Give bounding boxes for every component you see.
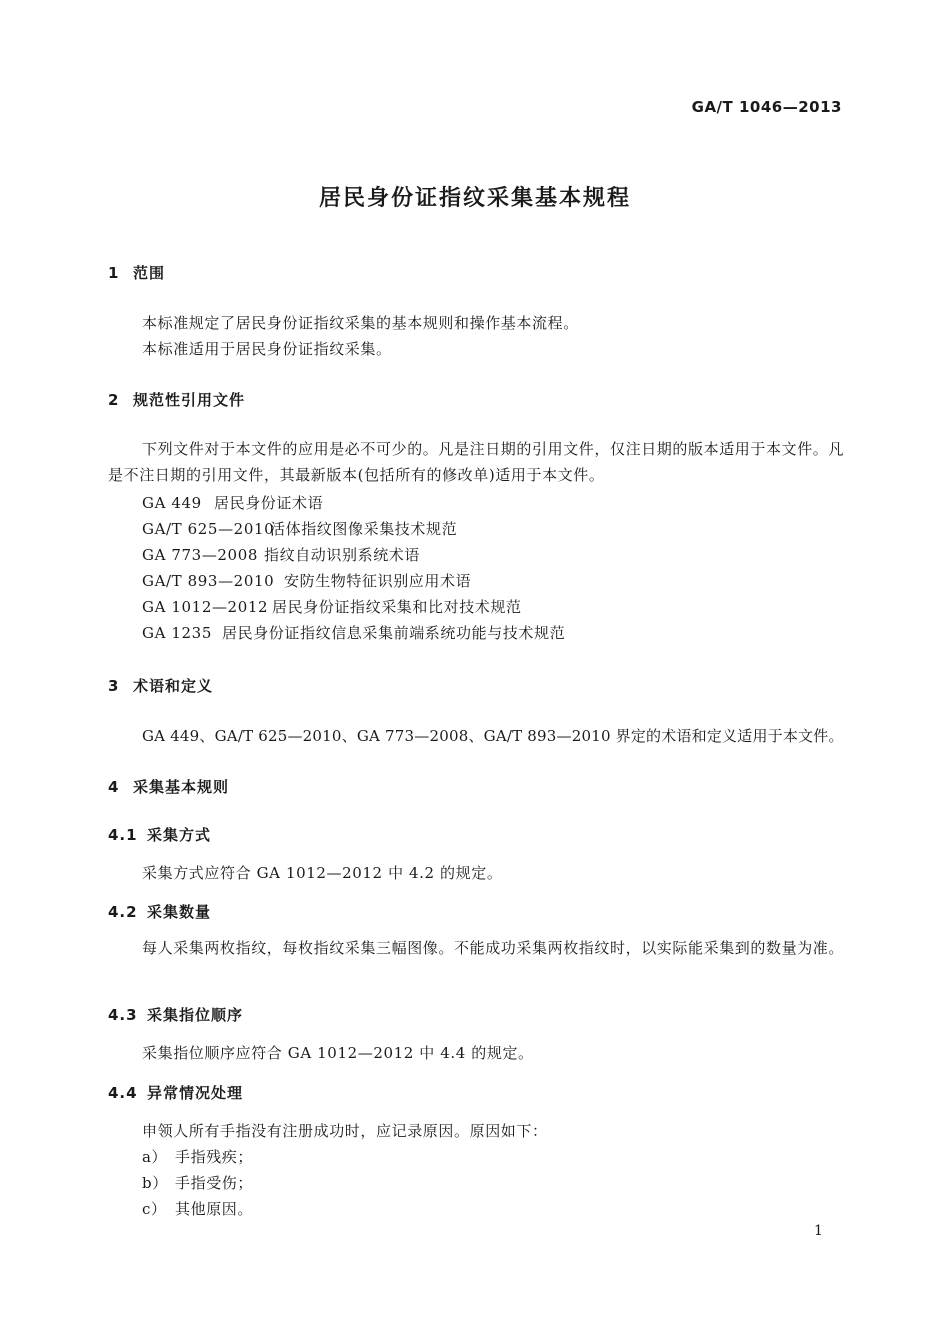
section-number: 4 bbox=[108, 778, 120, 796]
paragraph: 每人采集两枚指纹，每枚指纹采集三幅图像。不能成功采集两枚指纹时，以实际能采集到的数量为准。 bbox=[142, 939, 845, 957]
reference-item bbox=[142, 544, 420, 565]
reference-title: 活体指纹图像采集技术规范 bbox=[270, 520, 458, 538]
paragraph: 采集指位顺序应符合 GA 1012—2012 中 4.4 的规定。 bbox=[142, 1044, 534, 1062]
section-number: 3 bbox=[108, 677, 120, 695]
paragraph: GA 449、GA/T 625—2010、GA 773—2008、GA/T 893—2010 界定的术语和定义适用于本文件。 bbox=[142, 727, 844, 745]
reference-item bbox=[142, 596, 522, 617]
reference-code: GA 1235 bbox=[142, 624, 212, 642]
subsection-number: 4.2 bbox=[108, 903, 138, 921]
section-2-heading bbox=[108, 389, 245, 410]
list-item bbox=[142, 1146, 253, 1167]
paragraph: 本标准规定了居民身份证指纹采集的基本规则和操作基本流程。 bbox=[142, 314, 579, 332]
reference-title: 居民身份证术语 bbox=[214, 494, 324, 512]
list-text: 其他原因。 bbox=[175, 1200, 254, 1218]
reference-item bbox=[142, 570, 471, 591]
section-title: 采集基本规则 bbox=[133, 778, 230, 796]
reference-item bbox=[142, 492, 323, 513]
list-item bbox=[142, 1198, 253, 1219]
list-text: 手指受伤； bbox=[175, 1174, 254, 1192]
subsection-4-2-heading bbox=[108, 901, 211, 922]
section-3-heading bbox=[108, 675, 213, 696]
paragraph: 申领人所有手指没有注册成功时，应记录原因。原因如下： bbox=[142, 1122, 548, 1140]
paragraph: 下列文件对于本文件的应用是必不可少的。凡是注日期的引用文件，仅注日期的版本适用于本文件。凡是不注日期的引用文件，其最新版本(包括所有的修改单)适用于本文件。 bbox=[108, 440, 845, 484]
reference-code: GA 773—2008 bbox=[142, 546, 258, 564]
list-text: 手指残疾； bbox=[175, 1148, 254, 1166]
section-4-heading bbox=[108, 776, 229, 797]
subsection-4-3-heading bbox=[108, 1004, 243, 1025]
section-1-heading bbox=[108, 262, 165, 283]
subsection-title: 异常情况处理 bbox=[147, 1084, 244, 1102]
reference-item bbox=[142, 622, 565, 643]
subsection-title: 采集方式 bbox=[147, 826, 212, 844]
subsection-number: 4.4 bbox=[108, 1084, 138, 1102]
standard-code: GA/T 1046—2013 bbox=[691, 98, 842, 116]
list-label: b） bbox=[142, 1174, 168, 1192]
reference-code: GA/T 893—2010 bbox=[142, 572, 275, 590]
reference-title: 指纹自动识别系统术语 bbox=[264, 546, 421, 564]
section-number: 1 bbox=[108, 264, 120, 282]
subsection-4-4-heading bbox=[108, 1082, 243, 1103]
reference-title: 安防生物特征识别应用术语 bbox=[284, 572, 472, 590]
paragraph: 本标准适用于居民身份证指纹采集。 bbox=[142, 340, 392, 358]
reference-code: GA/T 625—2010 bbox=[142, 520, 275, 538]
reference-title: 居民身份证指纹信息采集前端系统功能与技术规范 bbox=[222, 624, 566, 642]
reference-code: GA 1012—2012 bbox=[142, 598, 269, 616]
section-title: 范围 bbox=[133, 264, 166, 282]
subsection-4-1-heading bbox=[108, 824, 211, 845]
paragraph: 采集方式应符合 GA 1012—2012 中 4.2 的规定。 bbox=[142, 864, 503, 882]
page-number: 1 bbox=[814, 1223, 823, 1239]
subsection-title: 采集数量 bbox=[147, 903, 212, 921]
section-title: 术语和定义 bbox=[133, 677, 214, 695]
reference-item bbox=[142, 518, 457, 539]
subsection-number: 4.1 bbox=[108, 826, 138, 844]
section-number: 2 bbox=[108, 391, 120, 409]
reference-title: 居民身份证指纹采集和比对技术规范 bbox=[272, 598, 522, 616]
document-title: 居民身份证指纹采集基本规程 bbox=[318, 186, 631, 211]
reference-code: GA 449 bbox=[142, 494, 202, 512]
subsection-number: 4.3 bbox=[108, 1006, 138, 1024]
list-label: c） bbox=[142, 1200, 167, 1218]
subsection-title: 采集指位顺序 bbox=[147, 1006, 244, 1024]
list-label: a） bbox=[142, 1148, 168, 1166]
section-title: 规范性引用文件 bbox=[133, 391, 246, 409]
list-item bbox=[142, 1172, 253, 1193]
